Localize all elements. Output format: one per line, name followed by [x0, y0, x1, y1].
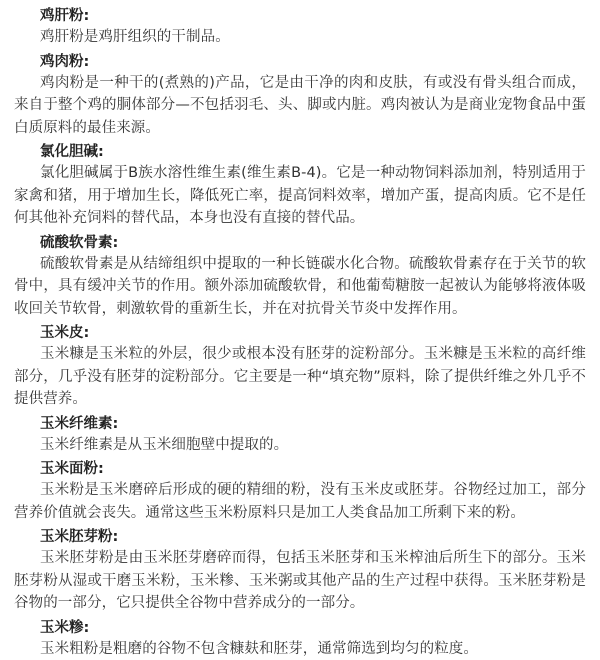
entry-chondroitin-sulfate	[14, 233, 586, 321]
entry-corn-grits	[14, 618, 586, 660]
term-heading: 鸡肉粉:	[40, 53, 90, 70]
term-heading: 玉米糁:	[40, 619, 90, 636]
term-definition: 鸡肝粉是鸡肝组织的干制品。	[40, 29, 230, 45]
entry-corn-germ-meal	[14, 527, 586, 615]
term-heading: 氯化胆碱:	[40, 144, 104, 160]
term-heading: 玉米胚芽粉:	[40, 529, 119, 545]
term-heading: 鸡肝粉:	[40, 8, 90, 24]
term-definition: 玉米粗粉是粗磨的谷物不包含糠麸和胚芽，通常筛选到均匀的粒度。	[40, 640, 478, 657]
term-definition: 鸡肉粉是一种干的(煮熟的)产品，它是由干净的肉和皮肤，有或没有骨头组合而成，来自于整个鸡的胴体部分—不包括羽毛、头、脚或内脏。鸡肉被认为是商业宠物食品中蛋白质原料的最佳来源。	[14, 74, 586, 136]
entry-corn-cellulose	[14, 414, 586, 457]
term-heading: 硫酸软骨素:	[40, 234, 119, 251]
entry-chicken-liver-meal	[14, 6, 586, 49]
entry-choline-chloride	[14, 142, 586, 230]
entry-chicken-meal	[14, 52, 586, 140]
term-definition: 玉米纤维素是从玉米细胞壁中提取的。	[40, 436, 289, 453]
term-definition: 玉米糠是玉米粒的外层，很少或根本没有胚芽的淀粉部分。玉米糠是玉米粒的高纤维部分，几乎没有胚芽的淀粉部分。它主要是一种“填充物”原料，除了提供纤维之外几乎不提供营养。	[14, 346, 586, 407]
term-definition: 硫酸软骨素是从结缔组织中提取的一种长链碳水化合物。硫酸软骨素存在于关节的软骨中，具有缓冲关节的作用。额外添加硫酸软骨，和他葡萄糖胺一起被认为能够将液体吸收回关节软骨，刺激软骨的重新生长，并在对抗骨关节炎中发挥作用。	[14, 255, 586, 317]
term-heading: 玉米面粉:	[40, 461, 104, 477]
entry-corn-flour	[14, 459, 586, 524]
entry-corn-bran	[14, 323, 586, 411]
term-heading: 玉米纤维素:	[40, 415, 119, 432]
term-heading: 玉米皮:	[40, 325, 90, 341]
term-definition: 玉米粉是玉米磨碎后形成的硬的精细的粉，没有玉米皮或胚芽。谷物经过加工，部分营养价值就会丧失。通常这些玉米粉原料只是加工人类食品加工所剩下来的粉。	[14, 482, 586, 521]
term-definition: 氯化胆碱属于B族水溶性维生素(维生素B-4)。它是一种动物饲料添加剂，特别适用于家禽和猪，用于增加生长，降低死亡率，提高饲料效率，增加产蛋，提高肉质。它不是任何其他补充饲料的替代品，本身也没有直接的替代品。	[14, 165, 586, 226]
term-definition: 玉米胚芽粉是由玉米胚芽磨碎而得，包括玉米胚芽和玉米榨油后所生下的部分。玉米胚芽粉从湿或干磨玉米粉，玉米糁、玉米粥或其他产品的生产过程中获得。玉米胚芽粉是谷物的一部分，它只提供全谷物中营养成分的一部分。	[14, 550, 586, 611]
